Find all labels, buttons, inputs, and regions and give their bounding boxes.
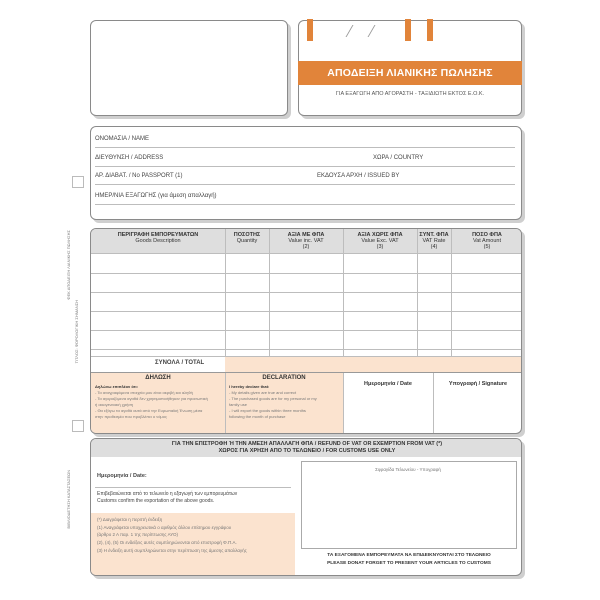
- buyer-box: [90, 126, 522, 220]
- col-divider-2: [269, 229, 270, 373]
- declaration-en-line-1: - My details given are true and correct: [229, 390, 297, 395]
- buyer-issued-label: ΕΚΔΟΥΣΑ ΑΡΧΗ / ISSUED BY: [317, 173, 400, 179]
- col-divider-4: [417, 229, 418, 373]
- col-divider-3: [343, 229, 344, 373]
- customs-note-4: (2), (4), (5) Οι ενδείξεις αυτές συμπληρώνονται από επιστροφή Φ.Π.Α.: [97, 540, 237, 545]
- customs-confirm-gr: Επιβεβαιώνεται από το τελωνείο η εξαγωγή των εμπορευμάτων: [97, 491, 238, 497]
- declaration-en-line-5: following the month of purchase: [229, 414, 286, 419]
- buyer-name-line: [95, 147, 515, 148]
- row-line-2: [91, 273, 522, 274]
- row-line-3: [91, 292, 522, 293]
- customs-present-en: PLEASE DONAT FORGET TO PRESENT YOUR ARTICLES TO CUSTOMS: [327, 561, 491, 566]
- col-vat-amount: ΠΟΣΟ ΦΠΑ Vat Amount (5): [472, 232, 502, 250]
- row-line-5: [91, 330, 522, 331]
- declaration-gr-line-4: - Θα εξάγω τα αγαθά αυτά από την Ευρωπαϊκή Ένωση μέσα: [95, 408, 203, 413]
- buyer-passport-label: ΑΡ. ΔΙΑΒΑΤ. / No PASSPORT (1): [95, 173, 183, 179]
- col-divider-1: [225, 229, 226, 373]
- col-description: ΠΕΡΙΓΡΑΦΗ ΕΜΠΟΡΕΥΜΑΤΩΝ Goods Description: [117, 232, 199, 244]
- side-mark-2: [72, 420, 84, 432]
- declaration-en-sub: I hereby declare that:: [229, 384, 270, 389]
- declaration-gr-sub: Δηλώνω επιπλέον ότι:: [95, 384, 138, 389]
- tab-mark-1: [307, 19, 313, 41]
- goods-table: [90, 228, 522, 434]
- buyer-address-line: [95, 166, 515, 167]
- customs-header-1: ΓΙΑ ΤΗΝ ΕΠΙΣΤΡΟΦΗ Ή ΤΗΝ ΑΜΕΣΗ ΑΠΑΛΛΑΓΗ ΦΠΑ / REFUND OF VAT OR EXEMPTION FROM VAT (*): [171, 441, 443, 447]
- col-value-exc: ΑΞΙΑ ΧΩΡΙΣ ΦΠΑ Value Exc. VAT (3): [357, 232, 403, 250]
- side-text-3: ΒΙΒΛΙΟΔΕΤΗΣΗ ΚΑΤΑΣΤΑΣΕΩΝ: [66, 470, 71, 529]
- declaration-en-title: DECLARATION: [262, 375, 306, 381]
- row-line-4: [91, 311, 522, 312]
- decl-divider-1: [225, 373, 226, 434]
- col-vat-rate: ΣΥΝΤ. ΦΠΑ VAT Rate (4): [419, 232, 449, 250]
- customs-note-1: (*) Διαγράφεται η περιττή ένδειξη: [97, 517, 163, 522]
- side-text-2: ΤΙΤΛΟΣ: ΦΟΡΟΛΟΓΙΚΗ ΣΗΜΑΝΣΗ: [74, 300, 79, 364]
- customs-date-line: [95, 487, 291, 488]
- total-row-top: [91, 356, 522, 357]
- declaration-gr-line-2: - Τα αγοραζόμενα αγαθά δεν χρησιμοποιήθηκαν για προσωπική: [95, 396, 208, 401]
- col-value-inc: ΑΞΙΑ ΜΕ ΦΠΑ Value inc. VAT (2): [287, 232, 325, 250]
- buyer-export-line: [95, 204, 515, 205]
- side-mark-1: [72, 176, 84, 188]
- customs-note-2: (1) Αναγράφεται υποχρεωτικά ο αριθμός άλλου επίσημου εγγράφου: [97, 525, 232, 530]
- customs-box: [90, 438, 522, 576]
- tab-mark-3: [427, 19, 433, 41]
- declaration-gr-line-1: - Τα αναγραφόμενα στοιχεία μου είναι ακριβή και αληθή: [95, 390, 193, 395]
- customs-confirm-en: Customs confirm the exportation of the above goods.: [97, 498, 215, 504]
- buyer-passport-line: [95, 184, 515, 185]
- customs-date-label: Ημερομηνία / Date:: [97, 473, 147, 479]
- total-row-bg: [225, 356, 522, 372]
- buyer-export-date-label: ΗΜΕΡ/ΝΙΑ ΕΞΑΓΩΓΗΣ (για άμεση απαλλαγή): [95, 193, 217, 199]
- buyer-country-label: ΧΩΡΑ / COUNTRY: [373, 155, 424, 161]
- declaration-date-label: Ημερομηνία / Date: [364, 381, 412, 387]
- tab-slash-2: [358, 25, 376, 37]
- seller-box: [90, 20, 288, 116]
- customs-present-gr: ΤΑ ΕΞΑΓΟΜΕΝΑ ΕΜΠΟΡΕΥΜΑΤΑ ΝΑ ΕΠΙΔΕΙΚΝΥΟΝΤΑΙ ΣΤΟ ΤΕΛΩΝΕΙΟ: [327, 553, 491, 558]
- declaration-en-line-3: family use: [229, 402, 248, 407]
- declaration-gr-line-3: ή οικογενειακή χρήση: [95, 402, 134, 407]
- buyer-address-label: ΔΙΕΥΘΥΝΣΗ / ADDRESS: [95, 155, 164, 161]
- customs-stamp-box: [301, 461, 517, 549]
- declaration-gr-line-5: στην προθεσμία που προβλέπει ο νόμος: [95, 414, 167, 419]
- receipt-title: ΑΠΟΔΕΙΞΗ ΛΙΑΝΙΚΗΣ ΠΩΛΗΣΗΣ: [327, 67, 493, 79]
- row-line-6: [91, 349, 522, 350]
- declaration-en-line-4: - I will export the goods within three months: [229, 408, 306, 413]
- declaration-en-line-2: - The purchased goods are for my personal or my: [229, 396, 317, 401]
- buyer-name-label: ΟΝΟΜΑΣΙΑ / NAME: [95, 136, 150, 142]
- title-box: [298, 20, 522, 116]
- customs-note-3: (άρθρο 2 Α παρ. 1 της περίπτωσης ΑΥΟ): [97, 532, 179, 537]
- col-quantity: ΠΟΣΟΤΗΣ Quantity: [233, 232, 261, 244]
- declaration-gr-title: ΔΗΛΩΣΗ: [145, 375, 171, 381]
- tab-slash-1: [336, 25, 354, 37]
- col-divider-5: [451, 229, 452, 373]
- row-line-1: [91, 253, 522, 254]
- tab-mark-2: [405, 19, 411, 41]
- side-text-1: ΦΕΚ ΑΠΟΔΕΙΞΗ ΛΙΑΝΙΚΗΣ ΠΩΛΗΣΗΣ: [66, 230, 71, 300]
- receipt-subtitle: ΓΙΑ ΕΞΑΓΩΓΗ ΑΠΟ ΑΓΟΡΑΣΤΗ - ΤΑΞΙΔΙΩΤΗ ΕΚΤΟΣ Ε.Ο.Κ.: [335, 91, 485, 97]
- customs-header-2: ΧΩΡΟΣ ΓΙΑ ΧΡΗΣΗ ΑΠΟ ΤΟ ΤΕΛΩΝΕΙΟ / FOR CUSTOMS USE ONLY: [218, 448, 396, 454]
- customs-stamp-label: Σφραγίδα Τελωνείου - Υπογραφή: [375, 467, 441, 472]
- customs-note-5: (3) Η ένδειξη αυτή συμπληρώνεται στην περίπτωση της άμεσης απαλλαγής: [97, 548, 247, 553]
- total-label: ΣΥΝΟΛΑ / TOTAL: [155, 360, 205, 366]
- declaration-signature-label: Υπογραφή / Signature: [448, 381, 508, 387]
